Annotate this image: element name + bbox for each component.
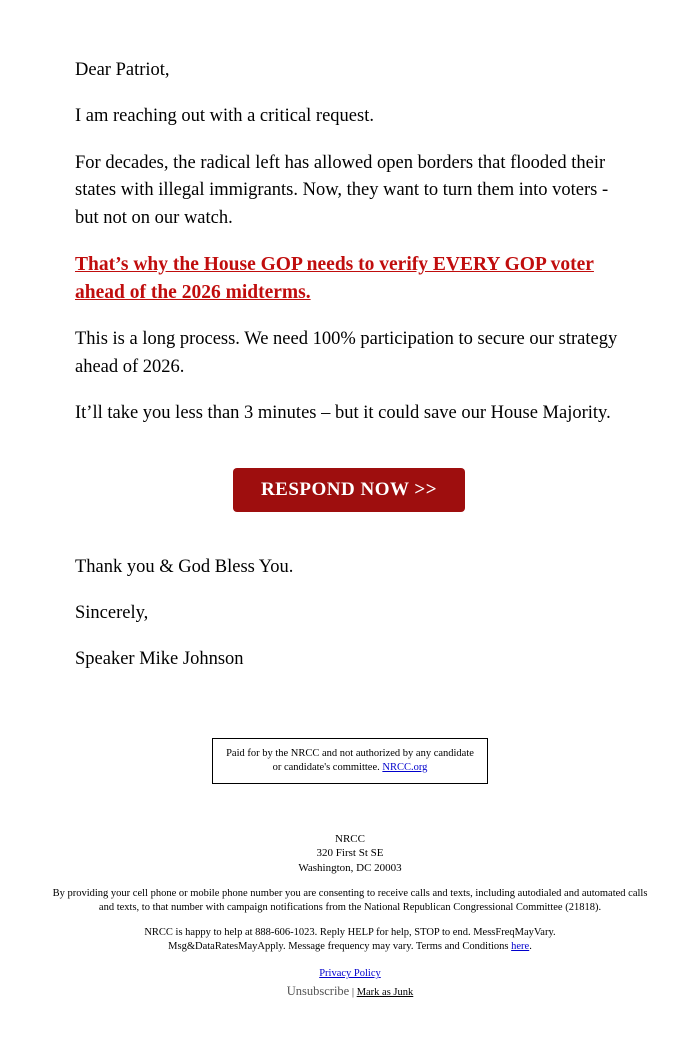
disclaimer-text: Paid for by the NRCC and not authorized by any candidate or candidate's committee. xyxy=(226,747,474,773)
cta-container xyxy=(75,468,623,512)
greeting: Dear Patriot, xyxy=(75,60,170,80)
footer-consent-text: By providing your cell phone or mobile phone number you are consenting to receive calls and texts, including autodialed and automated calls and texts, to that number with campaign notifications from the National Republican Congressional Committee (21818). xyxy=(52,887,648,913)
footer-help-pre: NRCC is happy to help at 888-606-1023. Reply HELP for help, STOP to end. MessFreqMayVary. Msg&DataRatesMayApply. Message frequency may vary. Terms and Conditions xyxy=(144,927,556,952)
nrcc-org-link[interactable]: NRCC.org xyxy=(382,761,428,773)
terms-and-conditions-here-link[interactable]: here xyxy=(511,940,530,952)
unsubscribe-link[interactable]: Unsubscribe xyxy=(286,984,350,999)
footer-help-post: . xyxy=(529,940,532,952)
paragraph-minutes: It’ll take you less than 3 minutes – but it could save our House Majority. xyxy=(75,403,611,424)
paragraph-borders: For decades, the radical left has allowed open borders that flooded their states with illegal immigrants. Now, they want to turn them into voters - but not on our watch. xyxy=(75,152,609,228)
privacy-policy-container xyxy=(0,967,700,981)
closing-sincerely: Sincerely, xyxy=(75,602,149,623)
footer-org-name: NRCC xyxy=(335,833,365,845)
footer-help-text xyxy=(111,926,589,953)
headline-verify-gop: That’s why the House GOP needs to verify EVERY GOP voter ahead of the 2026 midterms. xyxy=(75,253,594,304)
mark-as-junk-link[interactable]: Mark as Junk xyxy=(356,987,414,999)
signature: Speaker Mike Johnson xyxy=(75,649,244,670)
unsubscribe-container xyxy=(0,983,700,1000)
respond-now-button[interactable]: RESPOND NOW >> xyxy=(233,468,465,512)
paragraph-process: This is a long process. We need 100% participation to secure our strategy ahead of 2026. xyxy=(75,329,618,377)
footer-separator: | xyxy=(351,986,355,999)
paragraph-request: I am reaching out with a critical request. xyxy=(75,106,374,127)
paid-for-disclaimer-box xyxy=(212,738,488,784)
email-content xyxy=(75,57,623,674)
footer-address-line2: Washington, DC 20003 xyxy=(298,861,402,874)
privacy-policy-link[interactable]: Privacy Policy xyxy=(319,968,381,980)
closing-thanks: Thank you & God Bless You. xyxy=(75,556,294,577)
footer-address-line1: 320 First St SE xyxy=(316,847,384,860)
email-footer xyxy=(0,832,700,1000)
